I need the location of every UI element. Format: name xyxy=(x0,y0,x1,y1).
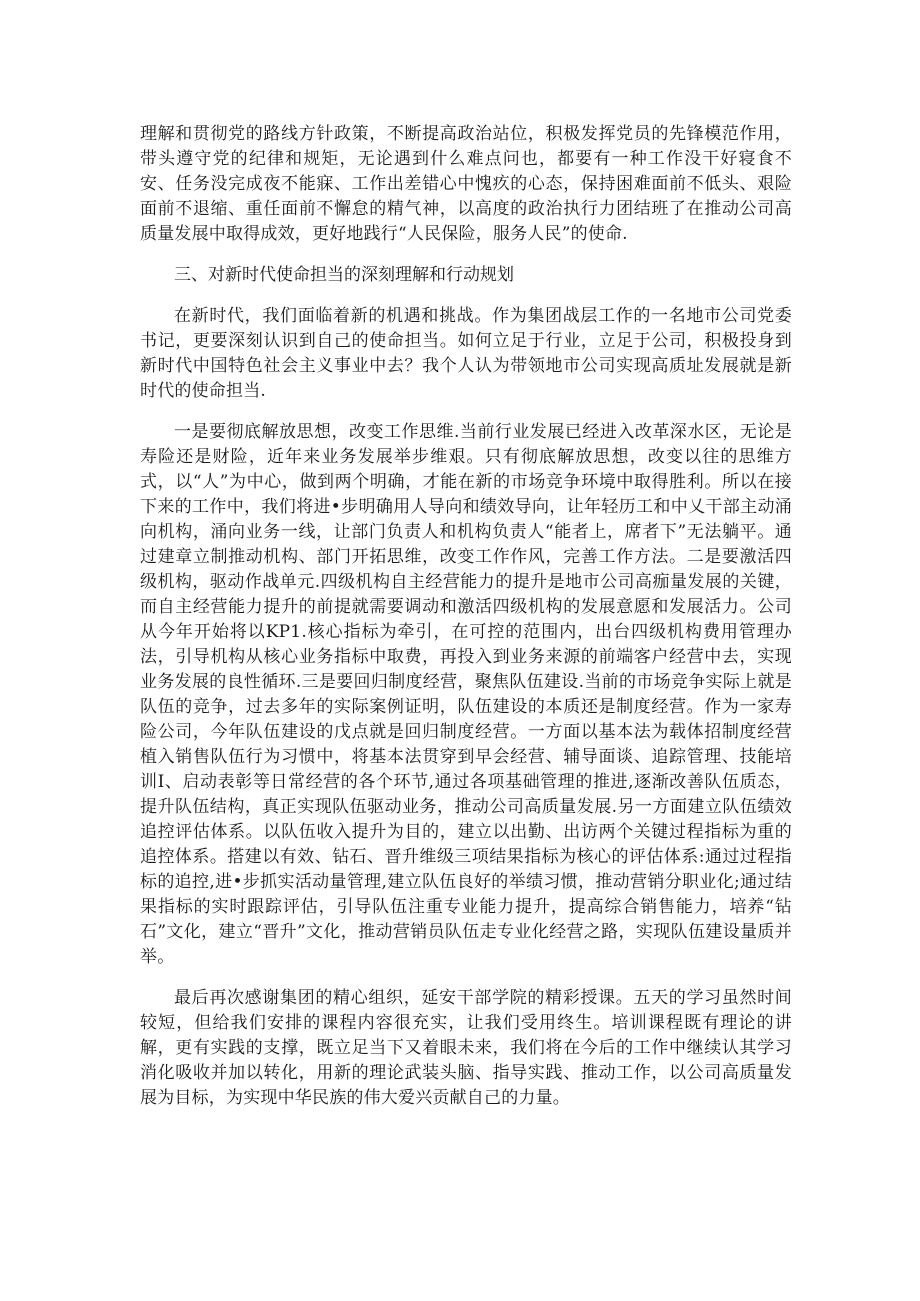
paragraph-closing: 最后再次感谢集团的精心组织，延安干部学院的精彩授课。五天的学习虽然时间较短，但给我们安排的课程内容很充实，让我们受用终生。培训课程既有理论的讲解，更有实践的支撑，既立足当下又着眼未来，我们将在今后的工作中继续认其学习消化吸收并加以转化，用新的理论武装头脑、指导实践、推动工作，以公司高质量发展为目标，为实现中华民族的伟大爱兴贡献自己的力量。 xyxy=(140,988,792,1108)
paragraph-new-era: 在新时代，我们面临着新的机遇和挑战。作为集团战层工作的一名地市公司党委书记，更要深刻认识到自己的使命担当。如何立足于行业，立足于公司，积极投身到新时代中国特色社会主义事业中去？我个人认为带领地市公司实现高质址发展就是新时代的使命担当. xyxy=(140,306,792,401)
section-heading-3: 三、对新时代使命担当的深刻理解和行动规划 xyxy=(174,265,514,285)
paragraph-continuation: 理解和贯彻党的路线方针政策，不断提高政治站位，积极发挥党员的先锋模范作用，带头遵守党的纪律和规矩，无论遇到什么难点问也，都要有一种工作没干好寝食不安、任务没完成夜不能寐、工作出差错心中愧疚的心态，保持困难面前不低头、艰险面前不退缩、重任面前不懈怠的精气神，以高度的政治执行力团结班了在推动公司高质量发展中取得成效，更好地践行“人民保险，服务人民”的使命. xyxy=(140,124,792,244)
document-page xyxy=(140,122,792,1111)
paragraph-action-plan: 一是要彻底解放思想，改变工作思维.当前行业发展已经进入改革深水区，无论是寿险还是财险，近年来业务发展举步维艰。只有彻底解放思想，改变以往的思维方式，以“人”为中心，做到两个明确，才能在新的市场竞争环境中取得胜利。所以在接下来的工作中，我们将进•步明确用人导向和绩效导向，让年轻历工和中乂干部主动涌向机构，涌向业务一线，让部门负责人和机构负责人“能者上，席者下”无法躺平。通过建章立制推动机构、部门开拓思维，改变工作作风，完善工作方法。二是要激活四级机构，驱动作战单元.四级机构自主经营能力的提升是地市公司高痂量发展的关键，而自主经营能力提升的前提就需要调动和激活四级机构的发展意愿和发展活力。公司从今年开始将以KP1.核心指标为牵引，在可控的范围内，出台四级机构费用管理办法，引导机构从核心业务指标中取费，再投入到业务来源的前端客户经营中去，实现业务发展的良性循环.三是要回归制度经营，聚焦队伍建设.当前的市场竞争实际上就是队伍的竞争，过去多年的实际案例证明，队伍建设的本质还是制度经营。作为一家寿险公司，今年队伍建设的戊点就是回归制度经营。一方面以基本法为载体招制度经营植入销售队伍行为习惯中，将基本法贯穿到早会经营、辅导面谈、追踪管理、技能培训I、启动表彰等日常经营的各个环节,通过各项基础管理的推进,逐渐改善队伍质态，提升队伍结构，真正实现队伍驱动业务，推动公司高质量发展.另一方面建立队伍绩效追控评估体系。以队伍收入提升为目的，建立以出勤、出访两个关键过程指标为重的追控体系。搭建以有效、钻石、晋升维级三项结果指标为核心的评估体系:通过过程指标的追控,进•步抓实活动量管理,建立队伍良好的举绩习惯，推动营销分职业化;通过结果指标的实时跟踪评估，引导队伍注重专业能力提升，提高综合销售能力，培养“钻石”文化，建立“晋升”文化，推动营销员队伍走专业化经营之路，实现队伍建设量质并举。 xyxy=(140,422,792,967)
